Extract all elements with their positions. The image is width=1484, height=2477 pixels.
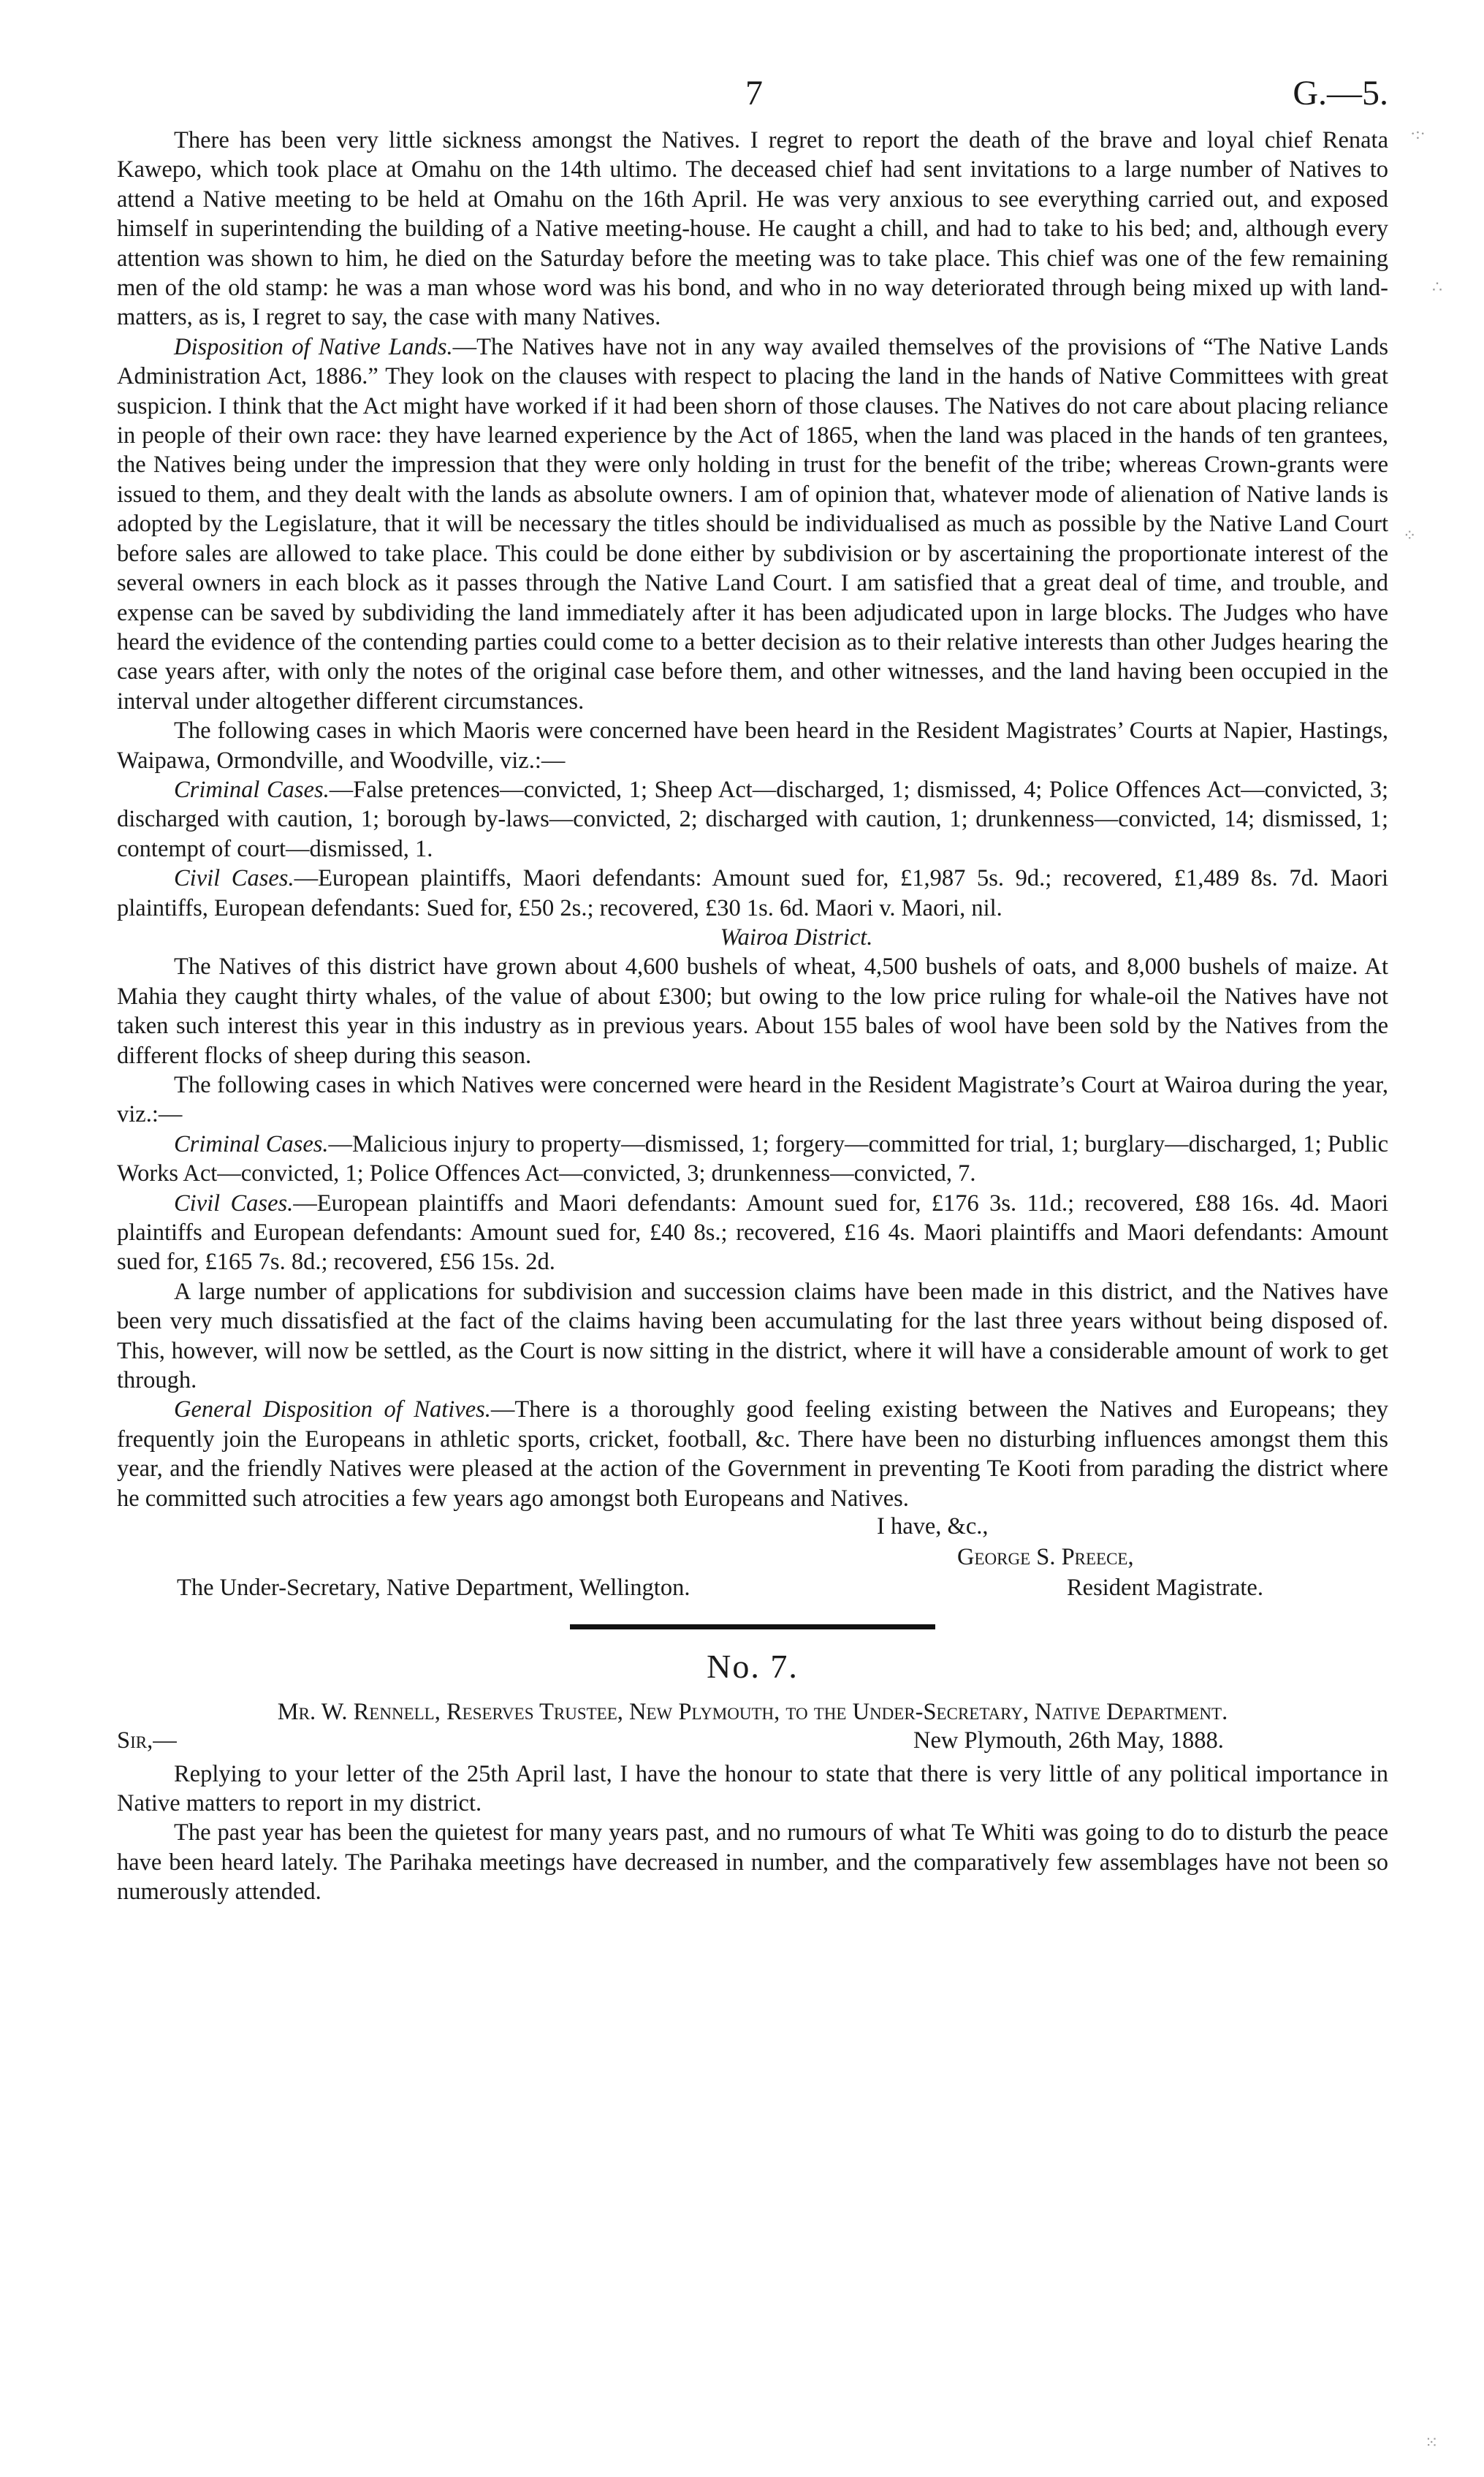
- section-heading-wairoa: Wairoa District.: [720, 924, 873, 951]
- paragraph-wairoa-produce: The Natives of this district have grown about 4,600 bushels of wheat, 4,500 bushels of oats, and 8,000 bushels of maize. At Mahia they caught thirty whales, of the value of about £300; but owing to the low price ruling for whale-oil the Natives have not taken such interest this year in this industry as in previous years. About 155 bales of wool have been sold by the Natives from the different flocks of sheep during this season.: [117, 954, 1388, 1069]
- paragraph-wairoa-disposition: General Disposition of Natives.—There is a thoroughly good feeling existing between the Natives and Europeans; they frequently join the Europeans in athletic sports, cricket, football, &c. There have been no disturbing influences amongst them this year, and the friendly Natives were pleased at the action of the Government in preventing Te Kooti from parading the district where he committed such atrocities a few years ago amongst both Europeans and Natives.: [117, 1396, 1388, 1512]
- signature-block: [117, 1513, 1388, 1608]
- paragraph-wairoa-cases-intro: The following cases in which Natives were concerned were heard in the Resident Magistrate’s Court at Wairoa during the year, viz.:—: [117, 1072, 1388, 1128]
- subheading: Disposition of Native Lands.: [174, 333, 453, 360]
- signatory: George S. Preece,: [957, 1544, 1134, 1571]
- subheading: Criminal Cases.: [174, 776, 330, 803]
- paragraph-cases-intro: The following cases in which Maoris were concerned have been heard in the Resident Magistrates’ Courts at Napier, Hastings, Waipawa, Ormondville, and Woodville, viz.:—: [117, 718, 1388, 774]
- paper-speck: ∴: [1432, 278, 1442, 296]
- signatory-title: Resident Magistrate.: [1067, 1575, 1263, 1602]
- document-reference: G.—5.: [1293, 74, 1388, 113]
- paragraph-wairoa-subdivision: A large number of applications for subdivision and succession claims have been made in this district, and the Natives have been very much dissatisfied at the fact of the claims having been accumulating for the last three years without being disposed of. This, however, will now be settled, as the Court is now sitting in the district, where it will have a considerable amount of work to get through.: [117, 1278, 1388, 1394]
- subheading: Criminal Cases.: [174, 1130, 329, 1157]
- paragraph-wairoa-criminal: Criminal Cases.—Malicious injury to property—dismissed, 1; forgery—committed for trial, 1; burglary—discharged, 1; Public Works Act—convicted, 1; Police Offences Act—convicted, 3; drunkenness—convicted, 7.: [117, 1130, 1388, 1187]
- addressee: The Under-Secretary, Native Department, Wellington.: [177, 1575, 690, 1602]
- salutation-line: [117, 1727, 1388, 1759]
- paper-speck: ⁘: [1403, 526, 1417, 544]
- paper-speck: ·:·: [1410, 124, 1426, 142]
- subheading: Civil Cases.: [174, 865, 294, 892]
- paragraph-wairoa-civil: Civil Cases.—European plaintiffs and Maori defendants: Amount sued for, £176 3s. 11d.; recovered, £88 16s. 4d. Maori plaintiffs and European defendants: Amount sued for, £40 8s.; recovered, £16 4s. Maori plaintiffs and Maori defendants: Amount sued for, £165 7s. 8d.; recovered, £56 15s. 2d.: [117, 1190, 1388, 1276]
- page-header: [117, 73, 1388, 126]
- document-body: [117, 73, 1388, 1907]
- paragraph-reply: Replying to your letter of the 25th April last, I have the honour to state that there is very little of any political importance in Native matters to report in my district.: [117, 1760, 1388, 1816]
- closing: I have, &c.,: [877, 1513, 989, 1540]
- paragraph-sickness: There has been very little sickness amongst the Natives. I regret to report the death of the brave and loyal chief Renata Kawepo, which took place at Omahu on the 14th ultimo. The deceased chief had sent invitations to a large number of Natives to attend a Native meeting to be held at Omahu on the 16th April. He was very anxious to see everything carried out, and exposed himself in superintending the building of a Native meeting-house. He caught a chill, and had to take to his bed; and, although every attention was shown to him, he died on the Saturday before the meeting was to take place. This chief was one of the few remaining men of the old stamp: he was a man whose word was his bond, and who in no way deteriorated through being mixed up with land-matters, as is, I regret to say, the case with many Natives.: [117, 127, 1388, 331]
- section-divider: [570, 1624, 935, 1629]
- page-number: 7: [745, 74, 763, 113]
- paragraph-civil-cases: Civil Cases.—European plaintiffs, Maori defendants: Amount sued for, £1,987 5s. 9d.; recovered, £1,489 8s. 7d. Maori plaintiffs, European defendants: Sued for, £50 2s.; recovered, £30 1s. 6d. Maori v. Maori, nil.: [117, 865, 1388, 921]
- subheading: General Disposition of Natives.: [174, 1396, 491, 1423]
- place-date: New Plymouth, 26th May, 1888.: [913, 1727, 1224, 1754]
- paragraph-criminal-cases: Criminal Cases.—False pretences—convicted, 1; Sheep Act—discharged, 1; dismissed, 4; Police Offences Act—convicted, 3; discharged with caution, 1; borough by-laws—convicted, 2; discharged with caution, 1; drunkenness—convicted, 14; dismissed, 1; contempt of court—dismissed, 1.: [117, 776, 1388, 862]
- paper-speck: ⁙: [1425, 2433, 1439, 2451]
- letter-address: Mr. W. Rennell, Reserves Trustee, New Plymouth, to the Under-Secretary, Native Department.: [277, 1699, 1228, 1726]
- document-number: No. 7.: [707, 1648, 799, 1686]
- subheading: Civil Cases.: [174, 1190, 294, 1217]
- paragraph-quietest-year: The past year has been the quietest for many years past, and no rumours of what Te Whiti was going to do to disturb the peace have been heard lately. The Parihaka meetings have decreased in number, and the comparatively few assemblages have not been so numerously attended.: [117, 1819, 1388, 1906]
- paragraph-native-lands: Disposition of Native Lands.—The Natives have not in any way availed themselves of the provisions of “The Native Lands Administration Act, 1886.” They look on the clauses with respect to placing the land in the hands of Native Committees with great suspicion. I think that the Act might have worked if it had been shorn of those clauses. The Natives do not care about placing reliance in people of their own race: they have learned experience by the Act of 1865, when the land was placed in the hands of ten grantees, the Natives being under the impression that they were only holding in trust for the benefit of the tribe; whereas Crown-grants were issued to them, and they dealt with the lands as absolute owners. I am of opinion that, whatever mode of alienation of Native lands is adopted by the Legislature, that it will be necessary the titles should be individualised as much as possible by the Native Land Court before sales are allowed to take place. This could be done either by subdivision or by ascertaining the proportionate interest of the several owners in each block as it passes through the Native Land Court. I am satisfied that a great deal of time, and trouble, and expense can be saved by subdividing the land immediately after it has been adjudicated upon in large blocks. The Judges who have heard the evidence of the contending parties could come to a better decision as to their relative interests than other Judges hearing the case years after, with only the notes of the original case before them, and other witnesses, and the land having been occupied in the interval under altogether different circumstances.: [117, 333, 1388, 715]
- salutation: Sir,—: [117, 1727, 177, 1754]
